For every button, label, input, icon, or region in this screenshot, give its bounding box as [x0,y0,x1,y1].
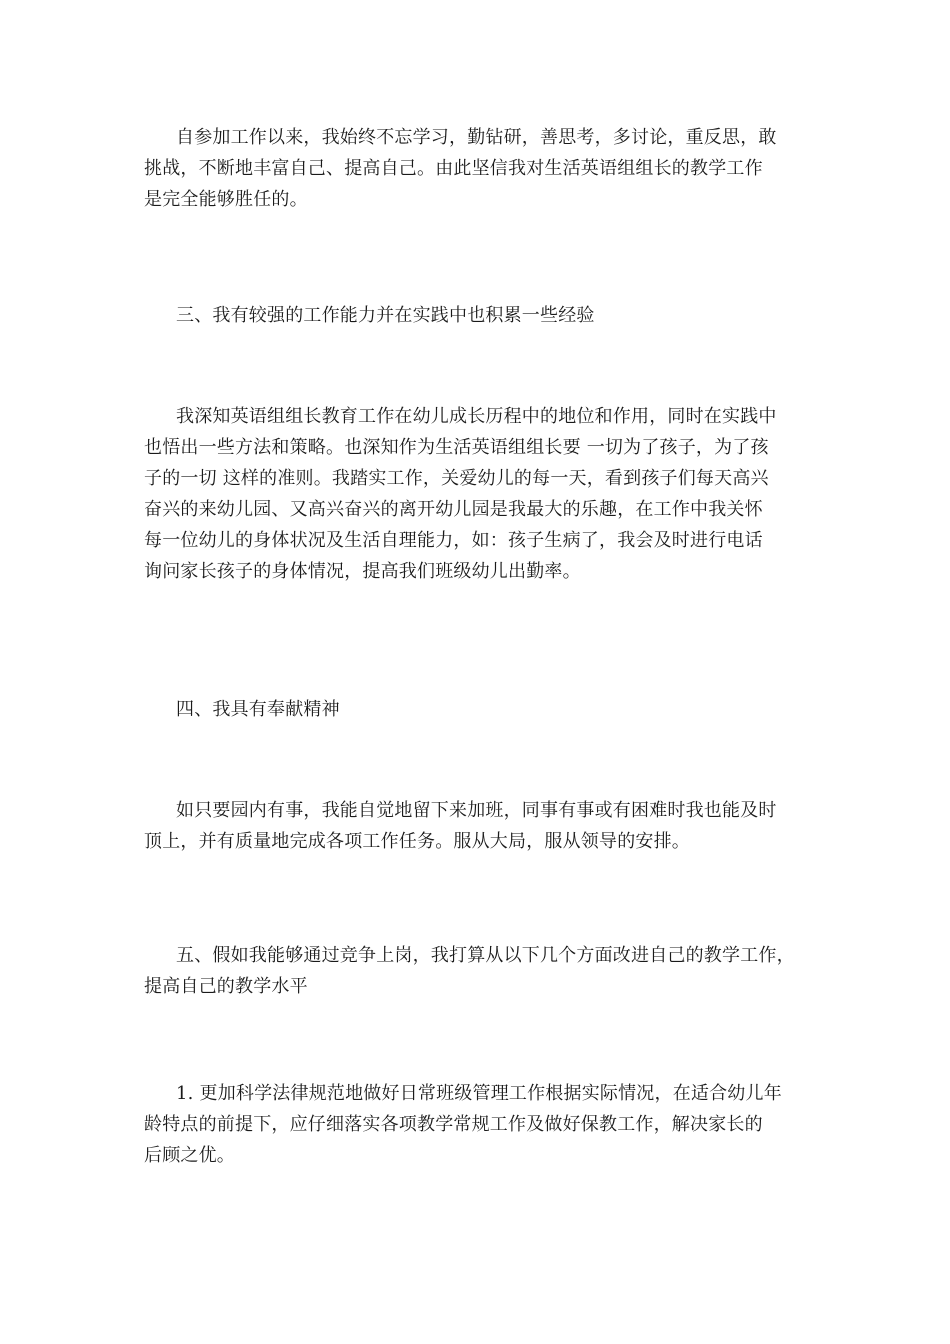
text-line: 我深知英语组组长教育工作在幼儿成长历程中的地位和作用，同时在实践中 [176,406,777,427]
section-heading-3 [144,300,814,331]
text-line: 后顾之优。 [144,1145,235,1166]
heading-text: 提高自己的教学水平 [144,976,308,997]
text-line: 子的一切 这样的准则。我踏实工作，关爱幼儿的每一天，看到孩子们每天高兴 [144,468,769,489]
text-line: 如只要园内有事，我能自觉地留下来加班，同事有事或有困难时我也能及时 [176,800,777,821]
text-line: 奋兴的来幼儿园、又高兴奋兴的离开幼儿园是我最大的乐趣，在工作中我关怀 [144,499,763,520]
text-line: 挑战，不断地丰富自己、提高自己。由此坚信我对生活英语组组长的教学工作 [144,158,763,179]
heading-text: 四、我具有奉献精神 [176,699,340,720]
section-heading-5 [144,940,814,1002]
heading-text: 三、我有较强的工作能力并在实践中也积累一些经验 [176,305,595,326]
text-line: 龄特点的前提下，应仔细落实各项教学常规工作及做好保教工作，解决家长的 [144,1114,763,1135]
section-heading-4 [144,694,814,725]
text-line: 询问家长孩子的身体情况，提高我们班级幼儿出勤率。 [144,561,581,582]
paragraph-self-learning [144,122,814,215]
text-line: 也悟出一些方法和策略。也深知作为生活英语组组长要 一切为了孩子，为了孩 [144,437,769,458]
paragraph-work-experience [144,401,814,587]
text-line: 自参加工作以来，我始终不忘学习，勤钻研，善思考，多讨论，重反思，敢 [176,127,777,148]
text-line: 每一位幼儿的身体状况及生活自理能力，如：孩子生病了，我会及时进行电话 [144,530,763,551]
text-line: 顶上，并有质量地完成各项工作任务。服从大局，服从领导的安排。 [144,831,690,852]
text-line: 是完全能够胜任的。 [144,189,308,210]
text-line: 1. 更加科学法律规范地做好日常班级管理工作根据实际情况，在适合幼儿年 [176,1083,782,1104]
heading-text: 五、假如我能够通过竞争上岗，我打算从以下几个方面改进自己的教学工作， [176,945,795,966]
paragraph-item-1 [144,1078,814,1171]
paragraph-dedication [144,795,814,857]
